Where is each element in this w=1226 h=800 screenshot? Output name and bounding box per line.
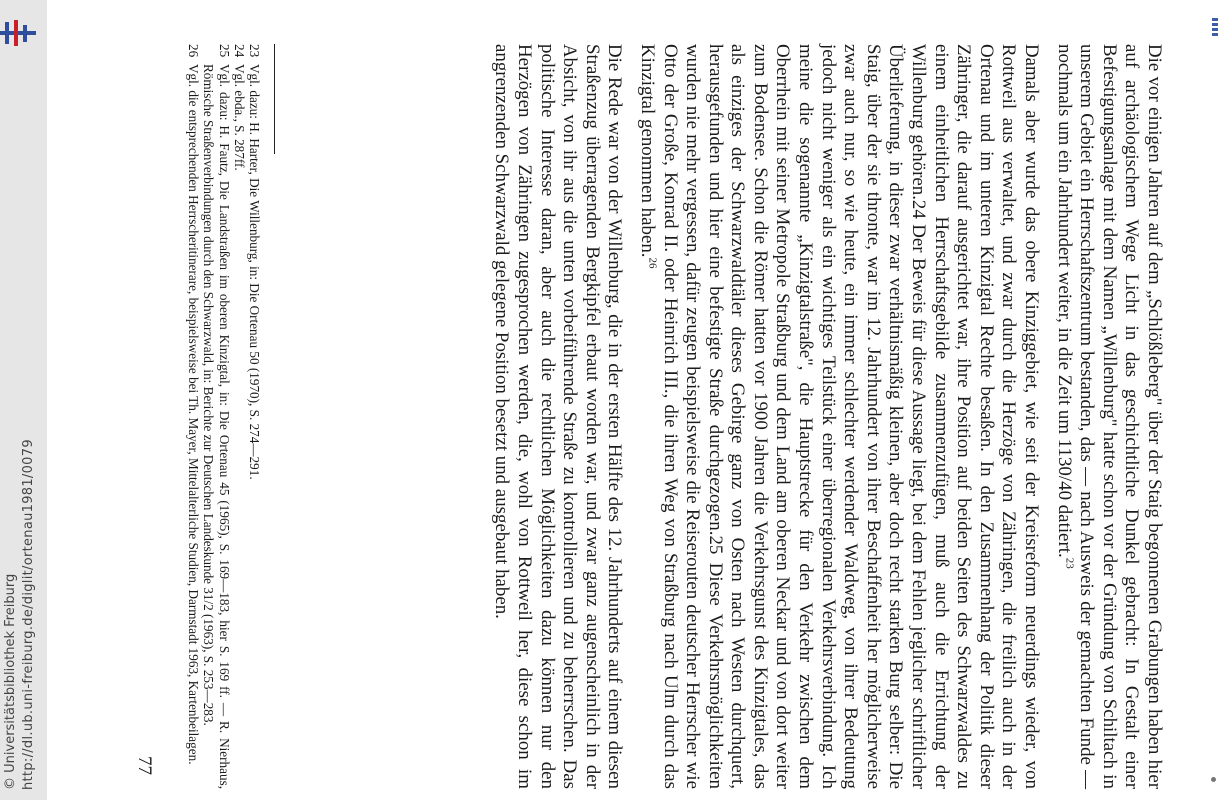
footnote-divider xyxy=(274,44,275,154)
footnotes xyxy=(186,44,262,789)
scroll-end-dot-icon xyxy=(1211,777,1216,782)
paragraph: Die vor einigen Jahren auf dem „Schlößleberg" über der Staig begonnenen Grabungen haben hier auf archäologischem Wege Licht in das geschichtliche Dunkel gebracht: In Gestalt einer Befestigungsanlage mit dem Namen „Willenburg" hatte schon vor der Gründung von Schiltach in unserem Gebiet ein Herrschaftszentrum bestanden, das — nach Ausweis der gemachten Funde — nochmals um ein Jahrhundert weiter, in die Zeit um 1130/40 datiert.$^{23}$ xyxy=(1053,44,1165,789)
footnote: 23 Vgl. dazu: H. Harter, Die Willenburg, in: Die Ortenau 50 (1970), S. 274—291. xyxy=(247,44,262,480)
footnote: 26 Vgl. die entsprechenden Herrscheritinerare, beispielsweise bei Th. Mayer, Mittelalterliche Studien, Darmstadt 1963, Kartenbeilagen. xyxy=(186,44,202,765)
paragraph: Die Rede war von der Willenburg, die in der ersten Hälfte des 12. Jahrhunderts auf einem diesen Straßenzug überragenden Bergkipfel erbaut worden war, und zwar ganz augenscheinlich in der Absicht, von ihr aus die unten vorbeiführende Straße zu kontrollieren und zu beherrschen. Das politische Interesse daran, aber auch die rechtlichen Möglichkeiten dazu können nur den Herzögen von Zähringen zugesprochen werden, die, wohl von Rottweil her, diese schon im angrenzenden Schwarzwald gelegene Position besetzt und ausgebaut haben. xyxy=(491,44,626,789)
paragraph: Damals aber wurde das obere Kinziggebiet, wie seit der Kreisreform neuerdings wieder, von Rottweil aus verwaltet, und zwar durch die Herzöge von Zähringen, die freilich auch in der Ortenau und im unteren Kinzigtal Rechte besaßen. In den Zusammenhang der Politik dieser Zähringer, die darauf ausgerichtet war, ihre Position auf beiden Seiten des Schwarzwaldes zu einem einheitlichen Herrschaftsgebilde zusammenzufügen, muß auch die Errichtung der Willenburg gehören.24 Der Beweis für diese Aussage liegt, bei dem Fehlen jeglicher schriftlicher Überlieferung, in dieser zwar verhältnismäßig kleinen, aber doch recht starken Burg selber: Die Staig, über der sie thronte, war im 12. Jahrhundert von ihrer Beschaffenheit her möglicherweise zwar auch nur, so wie heute, ein immer schlechter werdender Waldweg, von ihrer Bedeutung jedoch nicht weniger als ein wichtiges Teilstück einer überregionalen Verkehrsverbindung. Ich meine die sogenannte „Kinzigtalstraße", die Hauptstrecke für den Verkehr zwischen dem Oberrhein mit seiner Metropole Straßburg und dem Land am oberen Neckar und von dort weiter zum Bodensee. Schon die Römer hatten vor 1900 Jahren die Verkehrsgunst des Kinzigtales, das als einziges der Schwarzwaldtäler dieses Gebirge ganz von Osten nach Westen durchquert, herausgefunden und hier eine befestigte Straße durchgezogen.25 Diese Verkehrsmöglichkeiten wurden nie mehr vergessen, dafür zeugen beispielsweise die Reiserouten deutscher Herrscher wie Otto der Große, Konrad II. oder Heinrich III., die ihren Weg von Straßburg nach Ulm durch das Kinzigtal genommen haben.$^{26}$ xyxy=(636,44,1043,789)
institution-logo-icon xyxy=(0,20,36,46)
page-number: 77 xyxy=(134,756,155,775)
scanned-page xyxy=(65,44,1165,789)
source-url[interactable]: http://dl.ub.uni-freiburg.de/diglit/ortenau1981/0079 xyxy=(21,439,36,790)
footnote: 24 Vgl. ebda., S. 287ff. xyxy=(231,44,247,171)
footnote: 25 Vgl. dazu: H. Fautz, Die Landstraßen im oberen Kinzigtal, in: Die Ortenau 45 (1965), S. 169—183, hier S. 169 ff. — R. Nierhaus, Römische Straßenverbindungen durch den Schwarzwald, in: Berichte zur Deutschen Landeskunde 31/2 (1963), S. 253—283. xyxy=(201,44,232,789)
scroll-marker-icon xyxy=(1212,18,1218,40)
copyright-notice: © Universitätsbibliothek Freiburg xyxy=(3,573,18,790)
page-body xyxy=(480,44,1165,789)
